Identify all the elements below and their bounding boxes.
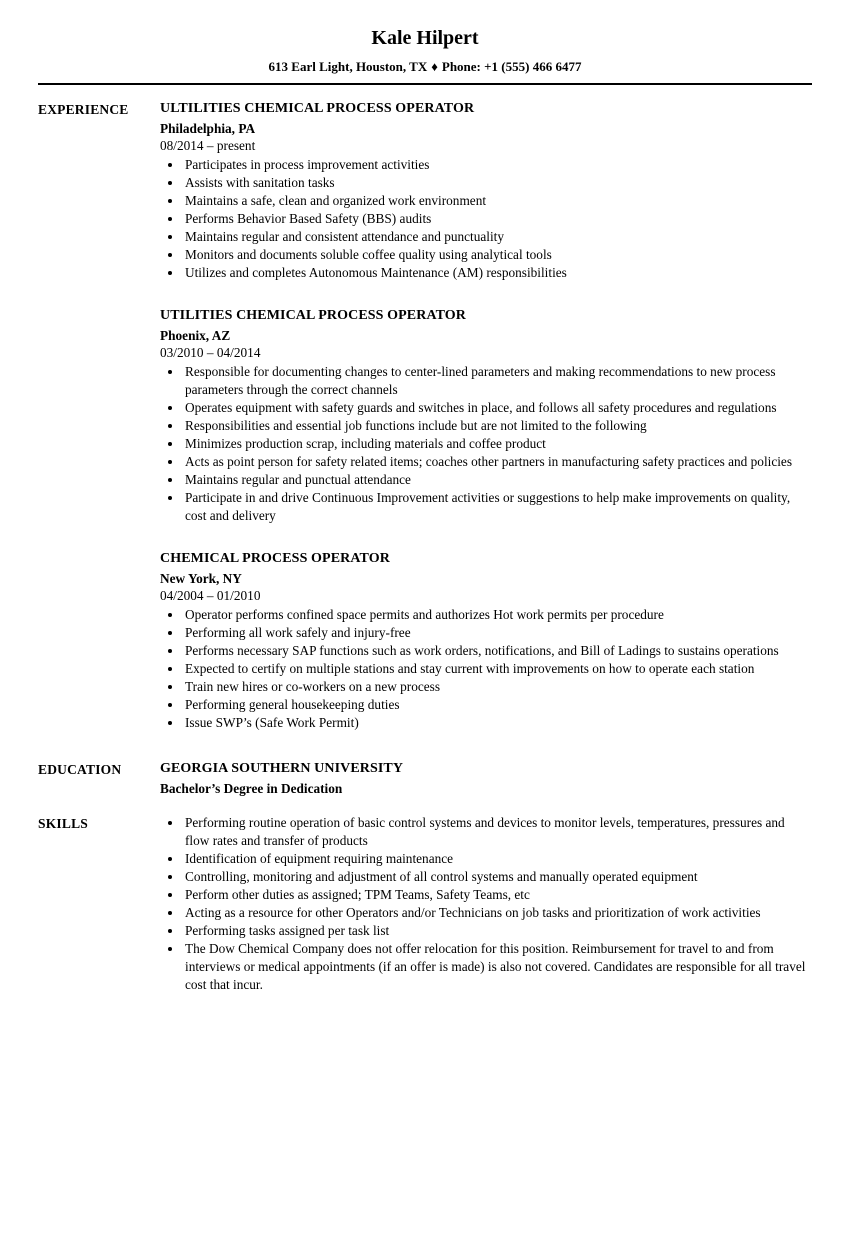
school-name: GEORGIA SOUTHERN UNIVERSITY [160, 761, 404, 776]
bullet-item: • Responsibilities and essential job functions include but are not limited to the following [183, 417, 812, 435]
bullet-item: • The Dow Chemical Company does not offer relocation for this position. Reimbursement for travel to and from interviews or medical appointments (if an offer is made) is also not covered. Candidates are responsible for all travel cost that incur. [183, 940, 812, 994]
contact-line [38, 59, 812, 75]
job-title: UTILITIES CHEMICAL PROCESS OPERATOR [160, 308, 466, 323]
bullet-item: • Maintains regular and punctual attendance [183, 471, 812, 489]
degree-name: Bachelor’s Degree in Dedication [160, 781, 343, 796]
job-title: ULTILITIES CHEMICAL PROCESS OPERATOR [160, 101, 475, 116]
header-divider [38, 83, 812, 85]
job-location: New York, NY [160, 571, 242, 586]
bullet-item: • Performing all work safely and injury-free [183, 624, 812, 642]
skills-bullet-list [160, 814, 812, 994]
bullet-item: • Operates equipment with safety guards and switches in place, and follows all safety procedures and regulations [183, 399, 812, 417]
job-dates: 04/2004 – 01/2010 [160, 588, 261, 603]
bullet-item: • Perform other duties as assigned; TPM Teams, Safety Teams, etc [183, 886, 812, 904]
job-entry-2 [160, 307, 812, 525]
experience-content [160, 100, 812, 732]
bullet-item: • Identification of equipment requiring maintenance [183, 850, 812, 868]
education-section-label: EDUCATION [38, 762, 122, 777]
experience-section [38, 100, 812, 732]
job-dates: 03/2010 – 04/2014 [160, 345, 261, 360]
bullet-item: • Maintains regular and consistent attendance and punctuality [183, 228, 812, 246]
person-name: Kale Hilpert [371, 27, 479, 49]
bullet-item: • Performing tasks assigned per task list [183, 922, 812, 940]
bullet-item: • Maintains a safe, clean and organized work environment [183, 192, 812, 210]
bullet-item: • Participates in process improvement activities [183, 156, 812, 174]
experience-section-label: EXPERIENCE [38, 102, 129, 117]
bullet-item: • Performing routine operation of basic control systems and devices to monitor levels, temperatures, pressures and flow rates and transfer of products [183, 814, 812, 850]
bullet-item: • Acting as a resource for other Operators and/or Technicians on job tasks and prioritization of work activities [183, 904, 812, 922]
bullet-item: • Participate in and drive Continuous Improvement activities or suggestions to help make improvements on quality, cost and delivery [183, 489, 812, 525]
bullet-item: • Expected to certify on multiple stations and stay current with improvements on how to operate each station [183, 660, 812, 678]
education-section [38, 760, 812, 797]
skills-content [160, 814, 812, 994]
bullet-item: • Train new hires or co-workers on a new process [183, 678, 812, 696]
job-bullet-list [160, 156, 812, 282]
bullet-item: • Monitors and documents soluble coffee quality using analytical tools [183, 246, 812, 264]
job-title: CHEMICAL PROCESS OPERATOR [160, 551, 390, 566]
skills-section [38, 814, 812, 994]
job-dates: 08/2014 – present [160, 138, 256, 153]
phone-text: Phone: +1 (555) 466 6477 [441, 59, 582, 74]
bullet-item: • Issue SWP’s (Safe Work Permit) [183, 714, 812, 732]
bullet-item: • Utilizes and completes Autonomous Maintenance (AM) responsibilities [183, 264, 812, 282]
education-content [160, 760, 812, 797]
resume-header [38, 26, 812, 85]
job-bullet-list [160, 606, 812, 732]
bullet-item: • Minimizes production scrap, including materials and coffee product [183, 435, 812, 453]
job-location: Philadelphia, PA [160, 121, 256, 136]
skills-section-label: SKILLS [38, 816, 88, 831]
job-location: Phoenix, AZ [160, 328, 231, 343]
bullet-item: • Performing general housekeeping duties [183, 696, 812, 714]
bullet-item: • Performs necessary SAP functions such as work orders, notifications, and Bill of Ladings to sustains operations [183, 642, 812, 660]
bullet-item: • Acts as point person for safety related items; coaches other partners in manufacturing safety practices and policies [183, 453, 812, 471]
address-text: 613 Earl Light, Houston, TX [268, 59, 428, 74]
diamond-separator-icon: ♦ [431, 59, 438, 74]
bullet-item: • Operator performs confined space permits and authorizes Hot work permits per procedure [183, 606, 812, 624]
bullet-item: • Controlling, monitoring and adjustment of all control systems and manually operated equipment [183, 868, 812, 886]
bullet-item: • Assists with sanitation tasks [183, 174, 812, 192]
job-bullet-list [160, 363, 812, 525]
bullet-item: • Responsible for documenting changes to center-lined parameters and making recommendations to new process parameters through the correct channels [183, 363, 812, 399]
job-entry-3 [160, 550, 812, 732]
bullet-item: • Performs Behavior Based Safety (BBS) audits [183, 210, 812, 228]
job-entry-1 [160, 100, 812, 282]
